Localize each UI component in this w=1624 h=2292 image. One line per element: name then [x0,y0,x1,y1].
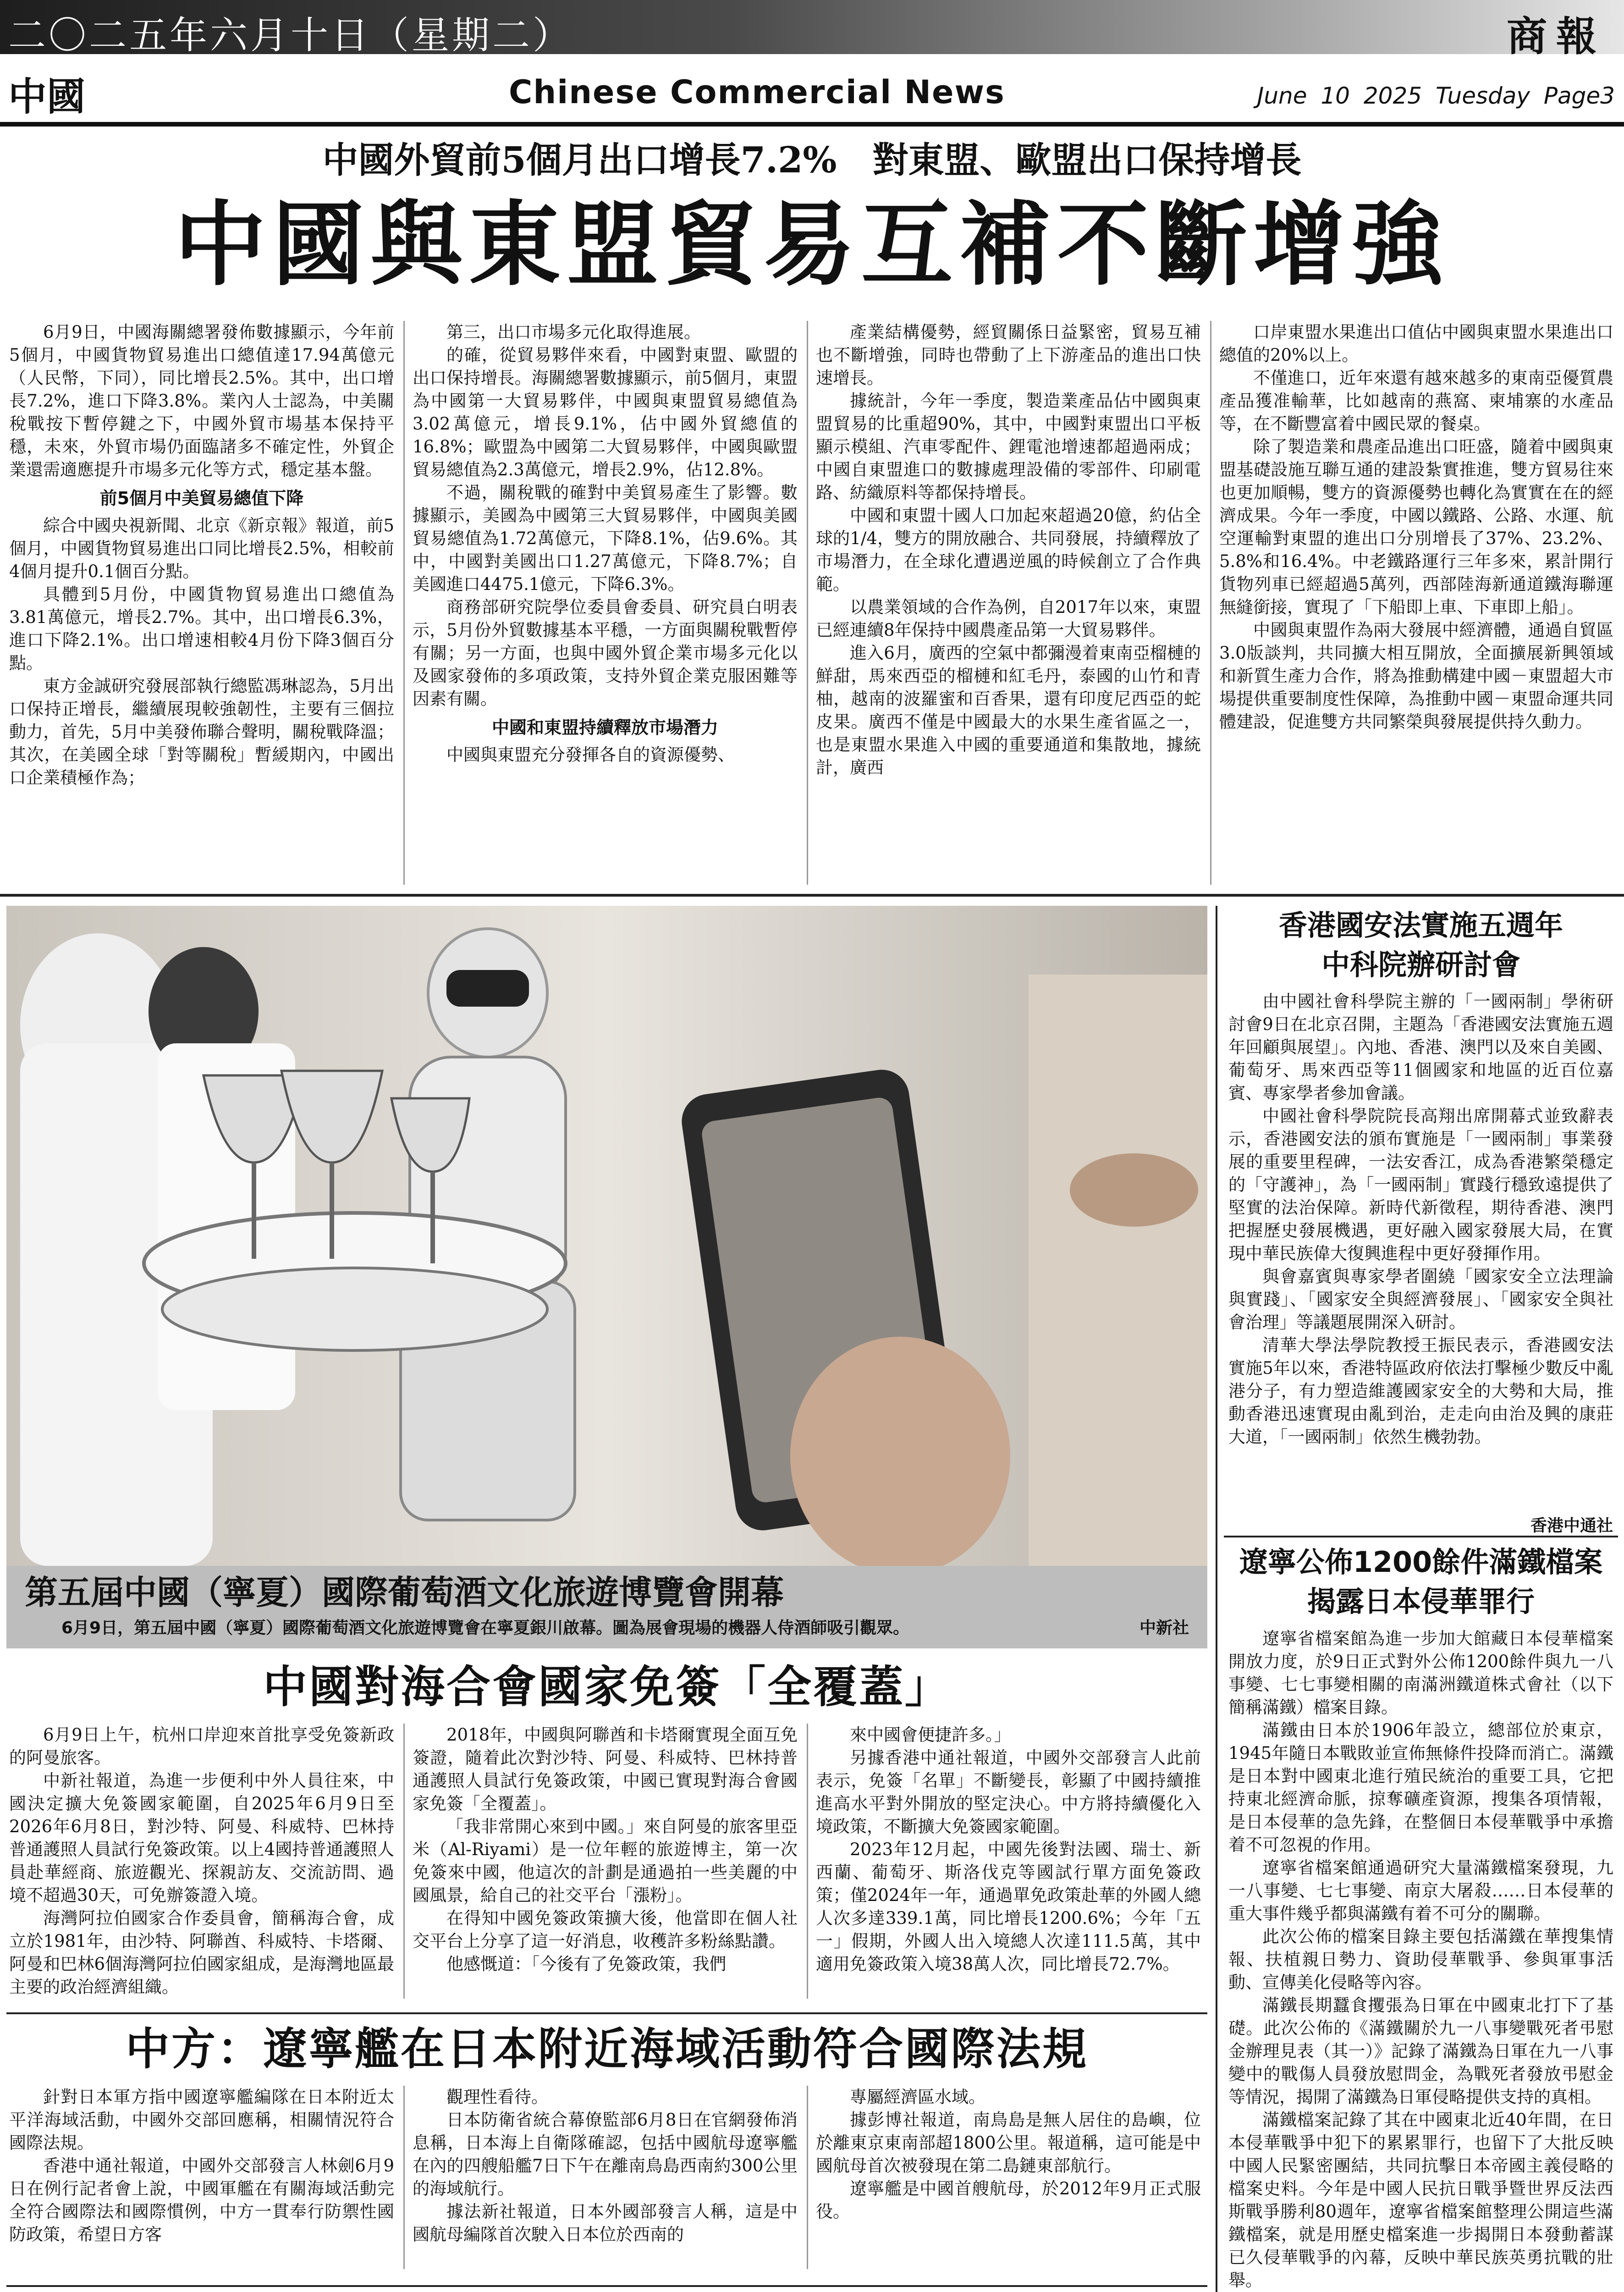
navy-para: 針對日本軍方指中國遼寧艦編隊在日本附近太平洋海域活動，中國外交部回應稱，相關情況符合國際法規。 [9,2087,394,2153]
lead-col3-para: 中國和東盟十國人口加起來超過20億，約佔全球的1/4，雙方的開放融合、共同發展，持續釋放了市場潛力，在全球化遭遇逆風的時候創立了合作典範。 [816,506,1201,594]
navy-para: 專屬經濟區水域。 [850,2087,985,2107]
navy-para: 據彭博社報道，南鳥島是無人居住的島嶼，位於離東京東南部超1800公里。報道稱，這可能是中國航母首次被發現在第二島鏈東部航行。 [816,2110,1201,2176]
lead-col3-para: 進入6月，廣西的空氣中都彌漫着東南亞榴槤的鮮甜，馬來西亞的榴槤和紅毛丹，泰國的山竹和青柚，越南的波羅蜜和百香果，還有印度尼西亞的蛇皮果。廣西不僅是中國最大的水果生產省區之一，也是東盟水果進入中國的重要通道和集散地，據統計，廣西 [816,643,1201,777]
hk-headline-line1: 香港國安法實施五週年 [1278,909,1563,942]
sidebar-divider [1216,906,1217,2292]
visa-para: 2018年，中國與阿聯酋和卡塔爾實現全面互免簽證，隨着此次對沙特、阿曼、科威特、巴林持普通護照人員試行免簽政策，中國已實現對海合會國家免簽「全覆蓋」。 [413,1725,798,1813]
robot-sommelier-photo [6,906,1207,1566]
photo-caption: 6月9日，第五屆中國（寧夏）國際葡萄酒文化旅遊博覽會在寧夏銀川啟幕。圖為展會現場的機器人侍酒師吸引觀眾。 [61,1619,910,1637]
visa-para: 海灣阿拉伯國家合作委員會，簡稱海合會，成立於1981年，由沙特、阿聯酋、科威特、卡塔爾、阿曼和巴林6個海灣阿拉伯國家組成，是海灣地區最主要的政治經濟組織。 [9,1908,394,1997]
column-divider [1210,321,1211,885]
lead-col2-para: 不過，關稅戰的確對中美貿易產生了影響。數據顯示，美國為中國第三大貿易夥伴，中國與美國貿易總值為1.72萬億元，下降8.1%，佔9.6%。其中，中國對美國出口1.27萬億元，下降8.7%；自美國進口4475.1億元，下降6.3%。 [413,483,798,594]
lead-col2-para: 的確，從貿易夥伴來看，中國對東盟、歐盟的出口保持增長。海關總署數據顯示，前5個月，東盟為中國第一大貿易夥伴，中國與東盟貿易總值為3.02萬億元，增長9.1%，佔中國外貿總值的16.8%；歐盟為中國第二大貿易夥伴，中國與歐盟貿易總值為2.3萬億元，增長2.9%，佔12.8%。 [413,345,798,479]
column-divider [807,2086,808,2269]
hk-headline [1224,906,1618,985]
lead-col1b-para: 綜合中國央視新聞、北京《新京報》報道，前5個月，中國貨物貿易進出口同比增長2.5%，相較前4個月提升0.1個百分點。 [9,516,394,581]
issue-date: 二〇二五年六月十日（星期二） [8,14,573,57]
lead-subhead-2: 中國和東盟持續釋放市場潛力 [491,717,718,738]
navy-para: 日本防衛省統合幕僚監部6月8日在官網發佈消息稱，日本海上自衛隊確認，包括中國航母遼寧艦在內的四艘船艦7日下午在離南鳥島西南約300公里的海域航行。 [413,2110,798,2198]
liaoning-para: 此次公佈的檔案目錄主要包括滿鐵在華搜集情報、扶植親日勢力、資助侵華戰爭、參與軍事活動、宣傳美化侵略等內容。 [1228,1927,1613,1992]
lead-headline-text: 中國與東盟貿易互補不斷增強 [174,192,1450,298]
navy-para: 觀理性看待。 [446,2087,548,2107]
visa-col-1 [9,1724,394,2008]
visa-headline: 中國對海合會國家免簽「全覆蓋」 [263,1661,951,1713]
liaoning-headline-line2: 揭露日本侵華罪行 [1307,1585,1535,1618]
section-header [0,58,1624,127]
lead-col2b-para: 中國與東盟充分發揮各自的資源優勢、 [446,745,735,765]
hk-para: 與會嘉賓與專家學者圍繞「國家安全立法理論與實踐」、「國家安全與經濟發展」、「國家安全與社會治理」等議題展開深入研討。 [1228,1267,1613,1332]
photo-credit: 中新社 [1139,1619,1189,1637]
visa-para: 在得知中國免簽政策擴大後，他當即在個人社交平台上分享了這一好消息，收穫許多粉絲點讚。 [413,1908,798,1951]
lead-col3-para: 產業結構優勢，經貿關係日益緊密，貿易互補也不斷增強，同時也帶動了上下游產品的進出口快速增長。 [816,322,1201,388]
lead-col-1 [9,321,394,889]
navy-para: 香港中通社報道，中國外交部發言人林劍6月9日在例行記者會上說，中國軍艦在有關海域活動完全符合國際法和國際慣例，中方一貫奉行防禦性國防政策，希望日方客 [9,2156,394,2244]
liaoning-para: 遼寧省檔案館為進一步加大館藏日本侵華檔案開放力度，於9日正式對外公佈1200餘件與九一八事變、七七事變相關的南滿洲鐵道株式會社（以下簡稱滿鐵）檔案目錄。 [1228,1629,1613,1717]
navy-para: 遼寧艦是中國首艘航母，於2012年9月正式服役。 [816,2179,1201,2221]
visa-para: 6月9日上午，杭州口岸迎來首批享受免簽新政的阿曼旅客。 [9,1725,394,1768]
photo-caption-box [6,1566,1207,1648]
visa-col-2 [413,1724,798,2008]
column-divider [807,321,808,885]
hk-para: 由中國社會科學院主辦的「一國兩制」學術研討會9日在北京召開，主題為「香港國安法實施五週年回顧與展望」。內地、香港、澳門以及來自美國、葡萄牙、馬來西亞等11個國家和地區的近百位嘉賓、專家學者參加會議。 [1228,992,1613,1103]
lead-col4-para: 中國與東盟作為兩大發展中經濟體，通過自貿區3.0版談判，共同擴大相互開放，全面擴展新興領域和新質生產力合作，將為推動構建中國－東盟超大市場提供重要制度性保障，為推動中國－東盟命運共同體建設，促進雙方共同繁榮與發展提供持久動力。 [1219,620,1613,732]
navy-headline: 中方：遼寧艦在日本附近海域活動符合國際法規 [126,2023,1088,2075]
photo-illustration [6,906,1207,1566]
lead-col3-para: 據統計，今年一季度，製造業產品佔中國與東盟貿易的比重超90%，其中，中國對東盟出口平板顯示模組、汽車零配件、鋰電池增速都超過兩成；中國自東盟進口的數據處理設備的零部件、印刷電路、紡織原料等都保持增長。 [816,391,1201,502]
column-divider [403,2086,405,2269]
section-rule [0,894,1624,897]
visa-para: 來中國會便捷許多。」 [850,1725,1011,1745]
lead-col1-para: 6月9日，中國海關總署發佈數據顯示，今年前5個月，中國貨物貿易進出口總值達17.94萬億元（人民幣，下同），同比增長2.5%。其中，出口增長7.2%，進口下降3.8%。業內人士認為，中美關稅戰按下暫停鍵之下，中國外貿市場基本保持平穩，未來，外貿市場仍面臨諸多不確定性，外貿企業還需適應提升市場多元化等方式，穩定基本盤。 [9,322,394,479]
visa-para: 2023年12月起，中國先後對法國、瑞士、新西蘭、葡萄牙、斯洛伐克等國試行單方面免簽政策；僅2024年一年，通過單免政策赴華的外國人總人次多達339.1萬，同比增長1200.6%；今年「五一」假期，外國人出入境總人次達111.5萬，其中適用免簽政策入境38萬人次，同比增長72.7%。 [816,1840,1201,1974]
navy-col-1 [9,2086,394,2278]
hk-para: 清華大學法學院教授王振民表示，香港國安法實施5年以來，香港特區政府依法打擊極少數反中亂港分子，有力塑造維護國家安全的大勢和大局，推動香港迅速實現由亂到治，走走向由治及興的康莊大道，「一國兩制」依然生機勃勃。 [1228,1335,1613,1447]
section-title: 中國 [8,74,86,119]
visa-para: 另據香港中通社報道，中國外交部發言人此前表示，免簽「名單」不斷變長，彰顯了中國持續推進高水平對外開放的堅定決心。中方將持續優化入境政策，不斷擴大免簽國家範圍。 [816,1748,1201,1836]
story-rule [6,2012,1207,2014]
column-divider [403,1724,405,1999]
visa-para: 中新社報道，為進一步便利中外人員往來，中國決定擴大免簽國家範圍，自2025年6月9日至2026年6月8日，對沙特、阿曼、科威特、巴林持普通護照人員試行免簽政策。以上4國持普通護照人員赴華經商、旅遊觀光、探親訪友、交流訪問、過境不超過30天，可免辦簽證入境。 [9,1771,394,1905]
liaoning-para: 滿鐵檔案記錄了其在中國東北近40年間，在日本侵華戰爭中犯下的累累罪行，也留下了大批反映中國人民緊密團結，共同抗擊日本帝國主義侵略的檔案史料。今年是中國人民抗日戰爭暨世界反法西斯戰爭勝利80週年，遼寧省檔案館整理公開這些滿鐵檔案，就是用歷史檔案進一步揭開日本發動蓄謀已久侵華戰爭的內幕，反映中華民族英勇抗戰的壯舉。 [1228,2110,1613,2290]
hk-headline-line2: 中科院辦研討會 [1321,948,1520,981]
liaoning-para: 遼寧省檔案館通過研究大量滿鐵檔案發現，九一八事變、七七事變、南京大屠殺……日本侵華的重大事件幾乎都與滿鐵有着不可分的關聯。 [1228,1858,1613,1923]
liaoning-para: 滿鐵長期蠶食攫張為日軍在中國東北打下了基礎。此次公佈的《滿鐵關於九一八事變戰死者弔慰金辦理見表（其一）》記錄了滿鐵為日軍在九一八事變中的戰傷人員發放慰問金，為戰死者發放弔慰金等情況，揭開了滿鐵為日軍侵略提供支持的真相。 [1228,1995,1613,2107]
lead-headline [0,193,1624,298]
lead-col2-para: 第三，出口市場多元化取得進展。 [446,322,701,342]
sidebar-rule [1224,1536,1618,1537]
navy-col-3 [816,2086,1201,2278]
lead-col1b-para: 東方金誠研究發展部執行總監馮琳認為，5月出口保持正增長，繼續展現較強韌性，主要有三個拉動力，首先，5月中美發佈聯合聲明，關稅戰降溫；其次，在美國全球「對等關稅」暫緩期內，中國出口企業積極作為； [9,676,394,788]
liaoning-headline [1224,1543,1618,1621]
column-divider [807,1724,808,1999]
lead-subhead-1: 前5個月中美貿易總值下降 [99,488,304,508]
visa-para: 他感慨道：「今後有了免簽政策，我們 [446,1954,727,1974]
lead-col4-para: 除了製造業和農產品進出口旺盛，隨着中國與東盟基礎設施互聯互通的建設紮實推進，雙方貿易往來也更加順暢，雙方的資源優勢也轉化為實實在在的經濟成果。今年一季度，中國以鐵路、公路、水運、航空運輸對東盟的進出口分別增長了37%、23.2%、5.8%和16.4%。中老鐵路運行三年多來，累計開行貨物列車已經超過5萬列，西部陸海新通道鐵海聯運無縫銜接，實現了「下船即上車、下車即上船」。 [1219,437,1613,617]
lead-col1b-para: 具體到5月份，中國貨物貿易進出口總值為3.81萬億元，增長2.7%。其中，出口增長6.3%，進口下降2.1%。出口增速相較4月份下降3個百分點。 [9,584,394,673]
english-masthead: Chinese Commercial News [509,73,1005,111]
liaoning-headline-line1: 遼寧公佈1200餘件滿鐵檔案 [1239,1545,1603,1579]
lead-col-2 [413,321,798,889]
liaoning-body [1228,1627,1613,2292]
column-divider [403,321,405,885]
hk-para: 中國社會科學院院長高翔出席開幕式並致辭表示，香港國安法的頒布實施是「一國兩制」事業發展的重要里程碑，一法安香江，成為香港繁榮穩定的「守護神」，為「一國兩制」實踐行穩致遠提供了堅實的法治保障。新時代新徵程，期待香港、澳門把握歷史發展機遇，更好融入國家發展大局，在實現中華民族偉大復興進程中更好發揮作用。 [1228,1106,1613,1263]
lead-kicker: 中國外貿前5個月出口增長7.2% 對東盟、歐盟出口保持增長 [322,139,1302,181]
visa-para: 「我非常開心來到中國。」來自阿曼的旅客里亞米（Al-Riyami）是一位年輕的旅遊博主，第一次免簽來中國，他這次的計劃是通過拍一些美麗的中國風景，給自己的社交平台「漲粉」。 [413,1817,798,1905]
lead-col2-para: 商務部研究院學位委員會委員、研究員白明表示，5月份外貿數據基本平穩，一方面與關稅戰暫停有關；另一方面，也與中國外貿企業市場多元化以及國家發佈的多項政策，支持外貿企業克服困難等因素有關。 [413,597,798,709]
paper-name: 商報 [1506,12,1606,60]
story-rule [6,2285,1207,2287]
hk-body [1228,990,1613,1531]
lead-col4-para: 口岸東盟水果進出口值佔中國與東盟水果進出口總值的20%以上。 [1219,322,1613,365]
lead-col-4 [1219,321,1613,889]
navy-col-2 [413,2086,798,2278]
liaoning-para: 滿鐵由日本於1906年設立，總部位於東京，1945年隨日本戰敗並宣佈無條件投降而消亡。滿鐵是日本對中國東北進行殖民統治的重要工具，它把持東北經濟命脈，掠奪礦產資源，搜集各項情報，是日本侵華的急先鋒，在整個日本侵華戰爭中承擔着不可忽視的作用。 [1228,1720,1613,1855]
page-info: June 10 2025 Tuesday Page3 [1257,83,1615,109]
hk-credit: 香港中通社 [1530,1516,1613,1535]
date-bar [0,0,1624,60]
lead-col-3 [816,321,1201,889]
photo-headline: 第五屆中國（寧夏）國際葡萄酒文化旅遊博覽會開幕 [25,1573,784,1612]
visa-col-3 [816,1724,1201,2008]
navy-para: 據法新社報道，日本外國部發言人稱，這是中國航母編隊首次駛入日本位於西南的 [413,2202,798,2244]
lead-col4-para: 不僅進口，近年來還有越來越多的東南亞優質農產品獲准輸華，比如越南的燕窩、柬埔寨的水產品等，在不斷豐富着中國民眾的餐桌。 [1219,368,1613,434]
lead-col3-para: 以農業領域的合作為例，自2017年以來，東盟已經連續8年保持中國農產品第一大貿易夥伴。 [816,597,1201,640]
